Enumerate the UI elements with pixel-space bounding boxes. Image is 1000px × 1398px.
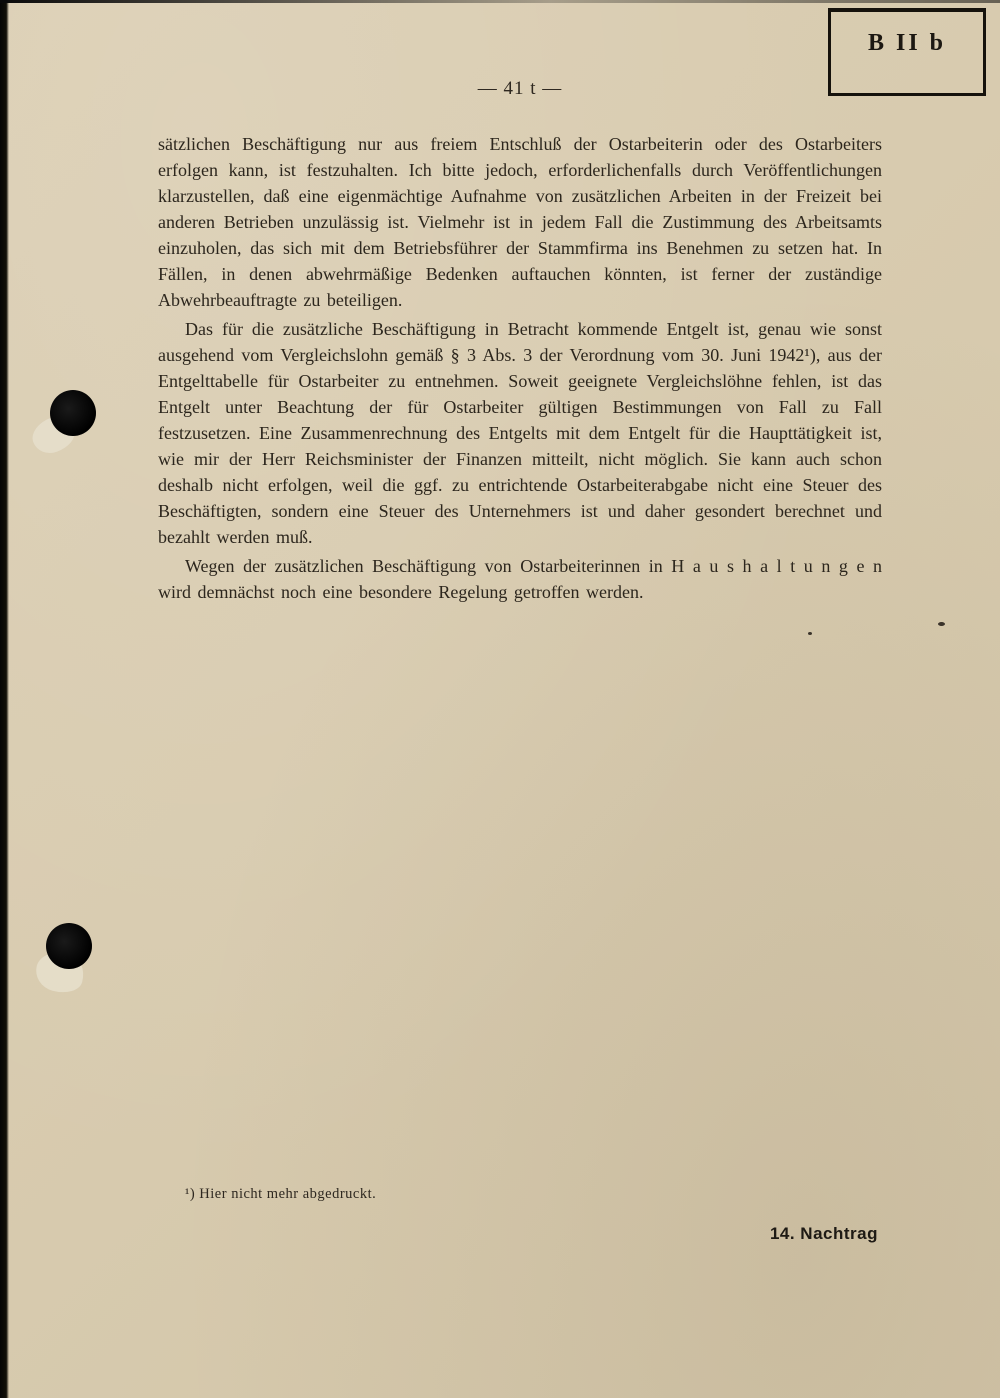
document-body [158, 131, 882, 608]
footer-supplement-label: 14. Nachtrag [769, 1224, 878, 1243]
paragraph-3: Wegen der zusätzlichen Beschäftigung von Ostarbeiterinnen in H a u s h a l t u n g e n wird demnächst noch eine besondere Regelung getroffen werden. [158, 556, 882, 602]
paragraph-2: Das für die zusätzliche Beschäftigung in Betracht kommende Entgelt ist, genau wie sonst ausgehend vom Vergleichslohn gemäß § 3 Abs. 3 der Verordnung vom 30. Juni 1942¹), aus der Entgelttabelle für Ostarbeiter zu entnehmen. Soweit geeignete Vergleichslöhne fehlen, ist das Entgelt unter Beachtung der für Ostarbeiter gültigen Bestimmungen von Fall zu Fall festzusetzen. Eine Zusammenrechnung des Entgelts mit dem Entgelt für die Haupttätigkeit ist, wie mir der Herr Reichsminister der Finanzen mitteilt, nicht möglich. Sie kann auch schon deshalb nicht erfolgen, weil die ggf. zu entrichtende Ostarbeiterabgabe nicht eine Steuer des Beschäftigten, sondern eine Steuer des Unternehmers ist und daher gesondert berechnet und bezahlt werden muß. [158, 319, 882, 547]
scan-left-edge-shadow [0, 0, 9, 1398]
section-label-box [828, 8, 986, 96]
scan-top-edge-shadow [0, 0, 1000, 3]
punch-hole [50, 390, 96, 436]
section-label: B II b [867, 30, 947, 56]
footnote: ¹) Hier nicht mehr abgedruckt. [185, 1186, 377, 1202]
scan-speck [938, 622, 945, 626]
paragraph-1: sätzlichen Beschäftigung nur aus freiem Entschluß der Ostarbeiterin oder des Ostarbeiters erfolgen kann, ist festzuhalten. Ich bitte jedoch, erforderlichenfalls durch Veröffentlichungen klarzustellen, daß eine eigenmächtige Aufnahme von zusätzlichen Arbeiten in der Freizeit bei anderen Betrieben unzulässig ist. Vielmehr ist in jedem Fall die Zustimmung des Arbeitsamts einzuholen, das sich mit dem Betriebsführer der Stammfirma ins Benehmen zu setzen hat. In Fällen, in denen abwehrmäßige Bedenken auftauchen könnten, ist ferner der zuständige Abwehrbeauftragte zu beteiligen. [158, 134, 882, 310]
punch-hole [46, 923, 92, 969]
page-number: — 41 t — [477, 78, 563, 99]
scan-speck [808, 632, 812, 635]
